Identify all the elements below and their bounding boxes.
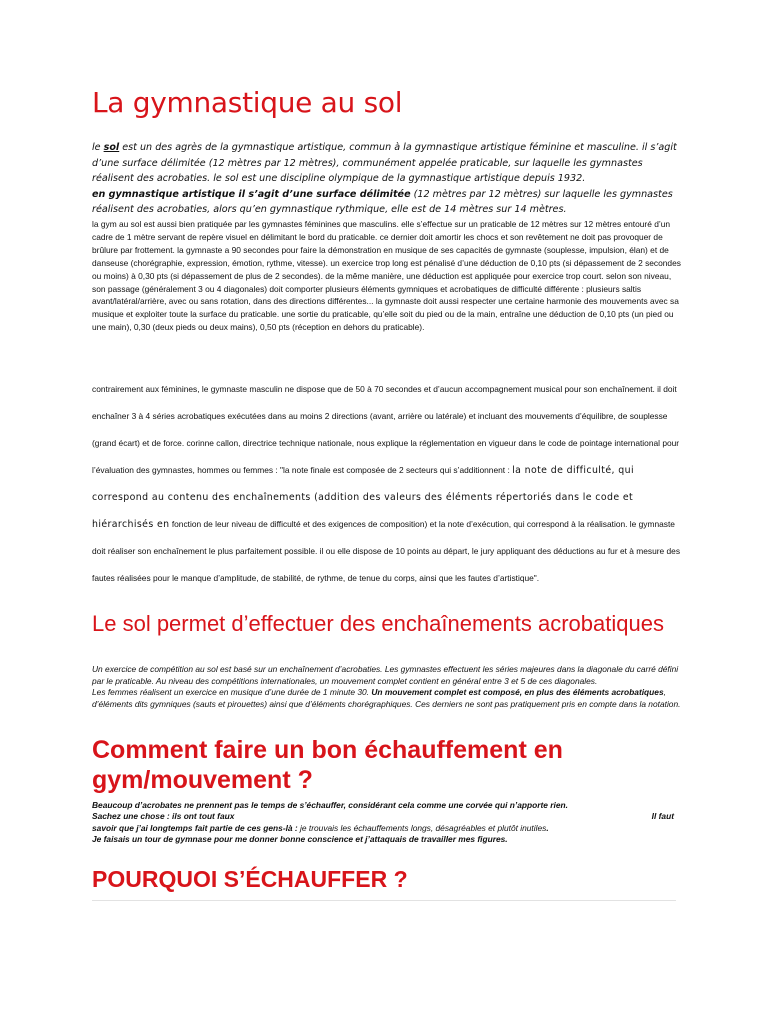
warmup-line: Beaucoup d’acrobates ne prennent pas le temps de s’échauffer, considérant cela comme une corvée qui n’apporte rien.: [92, 800, 568, 810]
warmup-paragraph: [92, 800, 682, 845]
warmup-text: je trouvais les échauffements longs, désagréables et plutôt inutiles: [300, 822, 547, 833]
warmup-bold-text: Sachez une chose : ils ont tout faux: [92, 811, 235, 822]
warmup-line: [92, 811, 682, 822]
warmup-bold-text: savoir que j’ai longtemps fait partie de ces gens-là :: [92, 822, 301, 833]
intro-bold-text: en gymnastique artistique il s’agit d’une surface délimitée: [92, 188, 411, 200]
section-heading-sol: Le sol permet d’effectuer des enchaînements acrobatiques: [92, 611, 664, 636]
warmup-bold-text: Il faut: [651, 811, 674, 822]
intro-text: est un des agrès de la gymnastique artistique, commun à la gymnastique artistique féminine et masculine. il s’agit d’une surface délimitée (12 mètres par 12 mètres), communément appelée praticable, sur laquelle les gymnastes réalisent des acrobaties. le sol est une discipline olympique de la gymnastique artistique depuis 1932.: [92, 142, 677, 184]
paragraph-text-spaced: la note de difficulté, qui correspond au contenu des enchaînements (addition des valeurs des éléments répertoriés dans le code et hiérarchisés en: [92, 465, 634, 530]
divider: [92, 900, 676, 901]
paragraph-text: Un exercice de compétition au sol est basé sur un enchaînement d’acrobaties. Les gymnastes effectuent les séries majeures dans la diagonale du carré défini par le praticable. Au niveau des compétitions internationales, un mouvement complet contient en général entre 3 et 5 de ces diagonales.: [92, 664, 679, 686]
paragraph-text: contrairement aux féminines, le gymnaste masculin ne dispose que de 50 à 70 secondes et d’aucun accompagnement musical pour son enchaînement. il doit enchaîner 3 à 4 séries acrobatiques exécutées dans au moins 2 directions (avant, arrière ou latérale) et incluant des mouvements d’équilibre, de souplesse (grand écart) et de force. corinne callon, directrice technique nationale, nous explique la réglementation en vigueur dans le code de pointage international pour l’évaluation des gymnastes, hommes ou femmes : "la note finale est composée de 2 secteurs qui s’additionnent :: [92, 384, 680, 475]
paragraph-bold-text: Un mouvement complet est composé, en plus des éléments acrobatiques: [371, 687, 664, 698]
intro-text: le: [92, 142, 104, 153]
rules-paragraph: la gym au sol est aussi bien pratiquée par les gymnastes féminines que masculins. elle s’effectue sur un praticable de 12 mètres sur 12 mètres entouré d’un cadre de 1 mètre servant de repère visuel en délimitant le bord du praticable. ce dernier doit amortir les chocs et son revêtement ne doit pas provoquer de brûlure par frottement. la gymnaste a 90 secondes pour faire la démonstration en musique de ses capacités de gymnaste (souplesse, impulsion, élan) et de danseuse (chorégraphie, expression, émotion, rythme, vitesse). un exercice trop long est pénalisé d’une déduction de 0,10 pts (si dépassement de 2 secondes ou moins) à 0,30 pts (si dépassement de plus de 2 secondes). de la même manière, une déduction est appliquée pour exercice trop court. selon son niveau, son passage (généralement 3 ou 4 diagonales) doit comporter plusieurs éléments gymniques et acrobatiques de difficulté différente : plusieurs saltis avant/latéral/arrière, avec ou sans rotation, dans des directions différentes... la gymnaste doit aussi respecter une certaine harmonie des mouvements avec sa musique et exploiter toute la surface du praticable. une sortie du praticable, qu’elle soit du pied ou de la main, entraîne une déduction de 0,10 pts (un pied ou une main), 0,30 (deux pieds ou deux mains), 0,50 pts (réception en dehors du praticable).: [92, 219, 681, 333]
paragraph-text: fonction de leur niveau de difficulté et des exigences de composition) et la note d’exécution, qui correspond à la réalisation. le gymnaste doit réaliser son enchaînement le plus parfaitement possible. il ou elle dispose de 10 points au départ, le jury appliquant des déductions au fur et à mesure des fautes réalisées pour le manque d’amplitude, de stabilité, de rythme, de tenue du corps, ainsi que les fautes d’artistique".: [92, 519, 681, 583]
page-title: La gymnastique au sol: [92, 86, 403, 119]
sol-paragraph: [92, 664, 682, 710]
section-heading-warmup: Comment faire un bon échauffement en gym/mouvement ?: [92, 736, 563, 794]
warmup-line: Je faisais un tour de gymnase pour me donner bonne conscience et j’attaquais de travailler mes figures.: [92, 833, 508, 844]
paragraph-text: Les femmes réalisent un exercice en musique d’une durée de 1 minute 30.: [92, 687, 372, 698]
intro-paragraph: [92, 140, 682, 218]
intro-text: (12 mètres par 12 mètres) sur laquelle les gymnastes réalisent des acrobaties, alors qu’en gymnastique rythmique, elle est de 14 mètres sur 14 mètres.: [92, 188, 673, 215]
warmup-bold-text: .: [546, 822, 549, 833]
men-rules-paragraph: [92, 376, 682, 592]
keyword-sol: sol: [103, 142, 120, 153]
paragraph-text: , d’éléments dits gymniques (sauts et pirouettes) ainsi que d’éléments chorégraphiques. Ces derniers ne sont pas pratiquement pris en compte dans la notation.: [92, 687, 681, 709]
warmup-line: [92, 823, 682, 834]
section-heading-why: POURQUOI S’ÉCHAUFFER ?: [92, 866, 408, 892]
